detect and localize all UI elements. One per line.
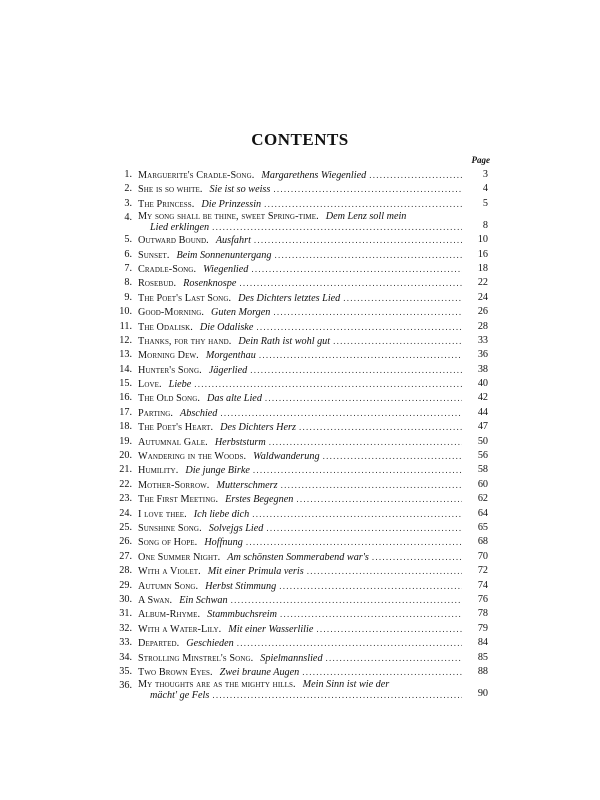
- german-title: Mit einer Wasserlilie: [228, 623, 314, 635]
- leader-dots: [266, 521, 462, 536]
- english-title: She is so white.: [138, 184, 203, 196]
- toc-entry: [108, 622, 488, 636]
- german-title: Die junge Birke: [185, 465, 250, 477]
- toc-entry: [108, 182, 488, 196]
- entry-number: 7.: [124, 262, 132, 274]
- page-number: 26: [477, 306, 488, 318]
- german-title: Erstes Begegnen: [225, 494, 294, 506]
- toc-entry: [108, 449, 488, 463]
- entry-number: 8.: [124, 277, 132, 289]
- entry-number: 33.: [119, 637, 132, 649]
- page-number: 4: [482, 183, 488, 195]
- leader-dots: [194, 377, 462, 392]
- page-number: 16: [477, 248, 488, 260]
- toc-entry: [108, 406, 488, 420]
- entry-number: 22.: [119, 478, 132, 490]
- toc-entry: [108, 233, 488, 247]
- toc-entry: [108, 291, 488, 305]
- entry-number: 16.: [119, 392, 132, 404]
- page-number: 68: [477, 536, 488, 548]
- toc-entry: [108, 211, 488, 233]
- english-title: The Princess.: [138, 198, 195, 210]
- german-title: Sie ist so weiss: [209, 184, 271, 196]
- toc-entry: [108, 636, 488, 650]
- entry-number: 26.: [119, 536, 132, 548]
- toc-entry: [108, 492, 488, 506]
- german-title: Ausfahrt: [215, 235, 251, 247]
- page-number: 24: [477, 291, 488, 303]
- english-title: The First Meeting.: [138, 494, 219, 506]
- page-number: 72: [477, 565, 488, 577]
- leader-dots: [296, 492, 462, 507]
- entry-number: 21.: [119, 464, 132, 476]
- page-number: 50: [477, 435, 488, 447]
- page-number: 58: [477, 464, 488, 476]
- toc-entry: [108, 334, 488, 348]
- entry-number: 32.: [119, 622, 132, 634]
- entry-number: 19.: [119, 435, 132, 447]
- english-title: Thanks, for thy hand.: [138, 335, 232, 347]
- entry-number: 29.: [119, 579, 132, 591]
- english-title: Love.: [138, 379, 162, 391]
- leader-dots: [343, 291, 462, 306]
- english-title: Two Brown Eyes.: [138, 666, 213, 678]
- entry-number: 13.: [119, 349, 132, 361]
- page-number: 62: [477, 493, 488, 505]
- german-title: Mein Sinn ist wie der: [302, 679, 390, 691]
- german-title: Liebe: [168, 379, 192, 391]
- german-title: Das alte Lied: [207, 393, 262, 405]
- german-title: Beim Sonnenuntergang: [176, 249, 272, 261]
- german-title: Hoffnung: [204, 537, 243, 549]
- english-title: Morning Dew.: [138, 350, 199, 362]
- leader-dots: [326, 651, 462, 666]
- german-title: Margarethens Wiegenlied: [261, 170, 367, 181]
- german-title: Herbst Stimmung: [205, 580, 277, 592]
- entry-number: 24.: [119, 507, 132, 519]
- german-title: Dem Lenz soll mein: [325, 211, 407, 223]
- leader-dots: [280, 607, 462, 622]
- german-title-continued: mächt' ge Fels: [150, 690, 210, 702]
- page-number: 10: [477, 234, 488, 246]
- leader-dots: [333, 334, 462, 349]
- leader-dots: [316, 622, 462, 637]
- page-number: 36: [477, 349, 488, 361]
- leader-dots: [252, 507, 462, 522]
- german-title: Des Dichters Herz: [220, 422, 296, 434]
- english-title: With a Water-Lily.: [138, 623, 222, 635]
- english-title: Good-Morning.: [138, 307, 205, 319]
- leader-dots: [239, 276, 462, 291]
- toc-entry: [108, 535, 488, 549]
- english-title: Hunter's Song.: [138, 364, 202, 376]
- entry-number: 23.: [119, 493, 132, 505]
- leader-dots: [259, 348, 462, 363]
- entry-number: 34.: [119, 651, 132, 663]
- toc-entry: [108, 579, 488, 593]
- leader-dots: [212, 690, 462, 701]
- page-number: 28: [477, 320, 488, 332]
- entry-number: 6.: [124, 248, 132, 260]
- toc-entry: [108, 521, 488, 535]
- entry-number: 15.: [119, 378, 132, 390]
- english-title: I love thee.: [138, 508, 187, 520]
- leader-dots: [299, 420, 462, 435]
- leader-dots: [323, 449, 462, 464]
- page-number: 38: [477, 363, 488, 375]
- leader-dots: [212, 222, 462, 233]
- leader-dots: [237, 636, 462, 651]
- leader-dots: [372, 550, 462, 565]
- page-number: 8: [482, 220, 488, 232]
- english-title: Humility.: [138, 465, 179, 477]
- german-title: Jägerlied: [208, 364, 248, 376]
- german-title: Herbststurm: [214, 436, 266, 448]
- entry-number: 18.: [119, 421, 132, 433]
- leader-dots: [302, 665, 462, 680]
- english-title: One Summer Night.: [138, 551, 221, 563]
- contents-list: [108, 168, 488, 701]
- german-title: Wiegenlied: [203, 263, 249, 275]
- entry-number: 5.: [124, 234, 132, 246]
- entry-number: 9.: [124, 291, 132, 303]
- english-title: Song of Hope.: [138, 537, 198, 549]
- english-title: Outward Bound.: [138, 235, 209, 247]
- german-title: Mutterschmerz: [216, 479, 278, 491]
- page-number: 90: [477, 688, 488, 700]
- toc-entry: [108, 197, 488, 211]
- page-number: 5: [482, 197, 488, 209]
- toc-entry: [108, 305, 488, 319]
- english-title: Album-Rhyme.: [138, 609, 201, 621]
- entry-number: 12.: [119, 334, 132, 346]
- leader-dots: [253, 463, 462, 478]
- leader-dots: [231, 593, 462, 608]
- toc-entry: [108, 651, 488, 665]
- toc-entry: [108, 348, 488, 362]
- page-number: 88: [477, 665, 488, 677]
- toc-entry: [108, 435, 488, 449]
- english-title: Cradle-Song.: [138, 263, 197, 275]
- page-number: 79: [477, 622, 488, 634]
- german-title: Dein Rath ist wohl gut: [238, 335, 331, 347]
- leader-dots: [273, 182, 462, 197]
- entry-number: 17.: [119, 406, 132, 418]
- german-title: Am schönsten Sommerabend war's: [227, 551, 369, 563]
- page-number: 56: [477, 450, 488, 462]
- english-title: A Swan.: [138, 594, 173, 606]
- entry-number: 14.: [119, 363, 132, 375]
- german-title: Mit einer Primula veris: [207, 566, 304, 578]
- entry-number: 2.: [124, 183, 132, 195]
- german-title: Ein Schwan: [179, 594, 228, 606]
- entry-number: 31.: [119, 608, 132, 620]
- toc-entry: [108, 679, 488, 701]
- toc-entry: [108, 507, 488, 521]
- toc-entry: [108, 463, 488, 477]
- page-number: 84: [477, 637, 488, 649]
- toc-entry: [108, 665, 488, 679]
- page-number: 33: [477, 334, 488, 346]
- toc-entry: [108, 420, 488, 434]
- page-number: 40: [477, 378, 488, 390]
- page-number: 44: [477, 406, 488, 418]
- german-title: Guten Morgen: [211, 307, 271, 319]
- german-title: Die Prinzessin: [201, 198, 262, 210]
- entry-number: 30.: [119, 593, 132, 605]
- english-title: The Poet's Heart.: [138, 422, 214, 434]
- english-title: Sunset.: [138, 249, 170, 261]
- entry-number: 27.: [119, 550, 132, 562]
- entry-number: 11.: [119, 320, 132, 332]
- german-title: Abschied: [180, 407, 218, 419]
- leader-dots: [254, 233, 462, 248]
- page-number: 18: [477, 262, 488, 274]
- toc-entry: [108, 593, 488, 607]
- entry-number: 10.: [119, 306, 132, 318]
- english-title: Strolling Minstrel's Song.: [138, 652, 254, 664]
- english-title: Departed.: [138, 638, 180, 650]
- german-title: Ich liebe dich: [193, 508, 250, 520]
- english-title: The Odalisk.: [138, 321, 193, 333]
- english-title: Marguerite's Cradle-Song.: [138, 170, 255, 181]
- english-title: The Old Song.: [138, 393, 201, 405]
- entry-number: 1.: [124, 169, 132, 180]
- toc-entry: [108, 564, 488, 578]
- toc-entry: [108, 478, 488, 492]
- page-number: 78: [477, 608, 488, 620]
- german-title: Des Dichters letztes Lied: [238, 292, 341, 304]
- page-number: 22: [477, 277, 488, 289]
- toc-entry: [108, 262, 488, 276]
- entry-number: 36.: [119, 680, 132, 692]
- english-title: Wandering in the Woods.: [138, 451, 247, 463]
- toc-entry: [108, 550, 488, 564]
- english-title: My song shall be thine, sweet Spring-time.: [138, 211, 319, 223]
- page-column-heading: Page: [471, 155, 490, 165]
- english-title: Mother-Sorrow.: [138, 479, 210, 491]
- english-title: Rosebud.: [138, 278, 177, 290]
- english-title: Autumnal Gale.: [138, 436, 208, 448]
- entry-number: 4.: [124, 212, 132, 224]
- page-number: 60: [477, 478, 488, 490]
- leader-dots: [269, 435, 462, 450]
- page-number: 70: [477, 550, 488, 562]
- toc-entry: [108, 377, 488, 391]
- english-title: Sunshine Song.: [138, 522, 202, 534]
- toc-entry: [108, 607, 488, 621]
- page-number: 64: [477, 507, 488, 519]
- german-title: Zwei braune Augen: [219, 666, 300, 678]
- page-number: 74: [477, 579, 488, 591]
- entry-number: 28.: [119, 565, 132, 577]
- entry-number: 20.: [119, 450, 132, 462]
- german-title: Stammbuchsreim: [207, 609, 277, 621]
- german-title: Morgenthau: [205, 350, 256, 362]
- english-title: Parting.: [138, 407, 174, 419]
- page-number: 47: [477, 421, 488, 433]
- leader-dots: [279, 579, 462, 594]
- german-title: Rosenknospe: [183, 278, 237, 290]
- entry-number: 3.: [124, 197, 132, 209]
- toc-entry: [108, 320, 488, 334]
- leader-dots: [307, 564, 462, 579]
- german-title: Waldwanderung: [253, 451, 320, 463]
- english-title: Autumn Song.: [138, 580, 199, 592]
- leader-dots: [369, 168, 462, 183]
- english-title: With a Violet.: [138, 566, 201, 578]
- leader-dots: [264, 197, 462, 212]
- german-title: Spielmannslied: [260, 652, 323, 664]
- leader-dots: [256, 320, 462, 335]
- german-title-continued: Lied erklingen: [150, 222, 210, 234]
- german-title: Die Odaliske: [199, 321, 254, 333]
- page-number: 85: [477, 651, 488, 663]
- leader-dots: [273, 305, 462, 320]
- leader-dots: [274, 248, 462, 263]
- leader-dots: [220, 406, 462, 421]
- page-number: 76: [477, 593, 488, 605]
- page-number: 3: [482, 169, 488, 180]
- toc-entry: [108, 248, 488, 262]
- entry-number: 25.: [119, 521, 132, 533]
- page-number: 42: [477, 392, 488, 404]
- german-title: Solvejgs Lied: [208, 522, 264, 534]
- leader-dots: [246, 535, 462, 550]
- english-title: The Poet's Last Song.: [138, 292, 232, 304]
- leader-dots: [251, 262, 462, 277]
- leader-dots: [265, 391, 462, 406]
- page-title: CONTENTS: [251, 130, 349, 149]
- english-title: My thoughts are as the mighty hills.: [138, 679, 296, 691]
- toc-entry: [108, 276, 488, 290]
- leader-dots: [250, 363, 462, 378]
- german-title: Geschieden: [186, 638, 234, 650]
- toc-entry: [108, 391, 488, 405]
- entry-number: 35.: [119, 665, 132, 677]
- page-number: 65: [477, 521, 488, 533]
- toc-entry: [108, 168, 488, 182]
- leader-dots: [281, 478, 462, 493]
- toc-entry: [108, 363, 488, 377]
